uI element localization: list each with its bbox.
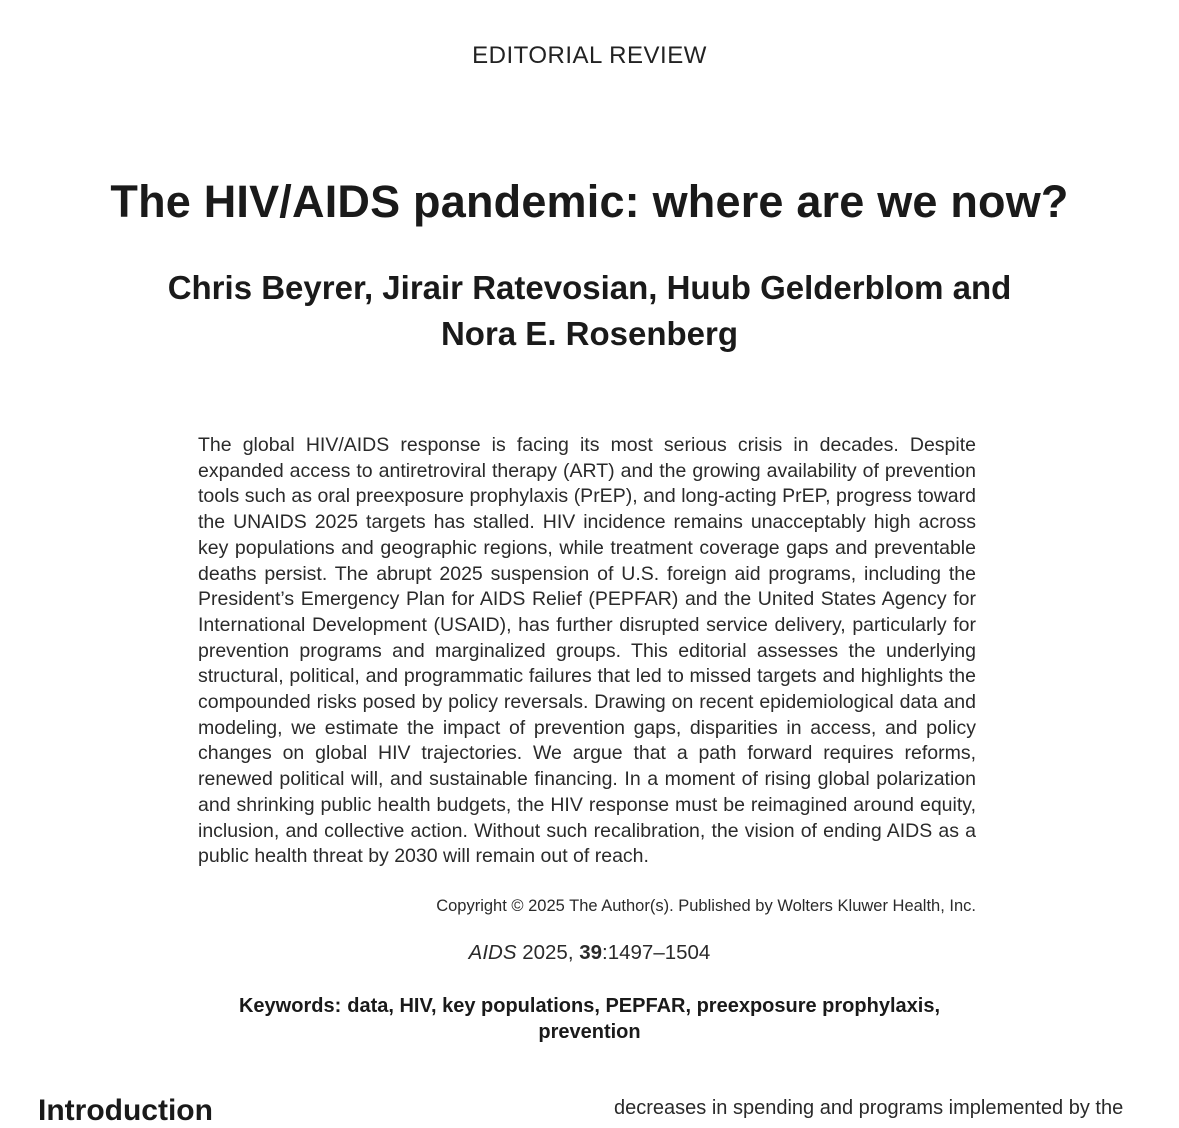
copyright-notice: Copyright © 2025 The Author(s). Published by Wolters Kluwer Health, Inc. — [436, 897, 976, 915]
author-list: Chris Beyrer, Jirair Ratevosian, Huub Gelderblom and Nora E. Rosenberg — [167, 269, 1012, 352]
abstract-text: The global HIV/AIDS response is facing its most serious crisis in decades. Despite expanded access to antiretroviral therapy (ART) and the growing availability of prevention tools such as oral preexposure prophylaxis (PrEP), and long-acting PrEP, progress toward the UNAIDS 2025 targets has stalled. HIV incidence remains unacceptably high across key populations and geographic regions, while treatment coverage gaps and preventable deaths persist. The abrupt 2025 suspension of U.S. foreign aid programs, including the President’s Emergency Plan for AIDS Relief (PEPFAR) and the United States Agency for International Development (USAID), has further disrupted service delivery, particularly for prevention programs and marginalized groups. This editorial assesses the underlying structural, political, and programmatic failures that led to missed targets and highlights the compounded risks posed by policy reversals. Drawing on recent epidemiological data and modeling, we estimate the impact of prevention gaps, disparities in access, and policy changes on global HIV trajectories. We argue that a path forward requires reforms, renewed political will, and sustainable financing. In a moment of rising global polarization and shrinking public health budgets, the HIV response must be reimagined around equity, inclusion, and collective action. Without such recalibration, the vision of ending AIDS as a public health threat by 2030 will remain out of reach. — [198, 434, 976, 868]
article-title: The HIV/AIDS pandemic: where are we now? — [110, 176, 1069, 227]
citation-line — [0, 941, 1179, 965]
keywords-label: Keywords: — [238, 995, 342, 1017]
citation-year: 2025, — [516, 941, 580, 964]
keywords-list: data, HIV, key populations, PEPFAR, preexposure prophylaxis, prevention — [347, 995, 940, 1043]
citation-pages: :1497–1504 — [602, 941, 711, 964]
section-label: EDITORIAL REVIEW — [472, 42, 707, 69]
citation-volume: 39 — [579, 941, 603, 964]
keywords-block — [200, 993, 979, 1045]
section-heading-introduction: Introduction — [38, 1094, 213, 1127]
citation-journal: AIDS — [468, 941, 517, 964]
body-text-right-column: decreases in spending and programs implemented by the — [614, 1097, 1124, 1119]
